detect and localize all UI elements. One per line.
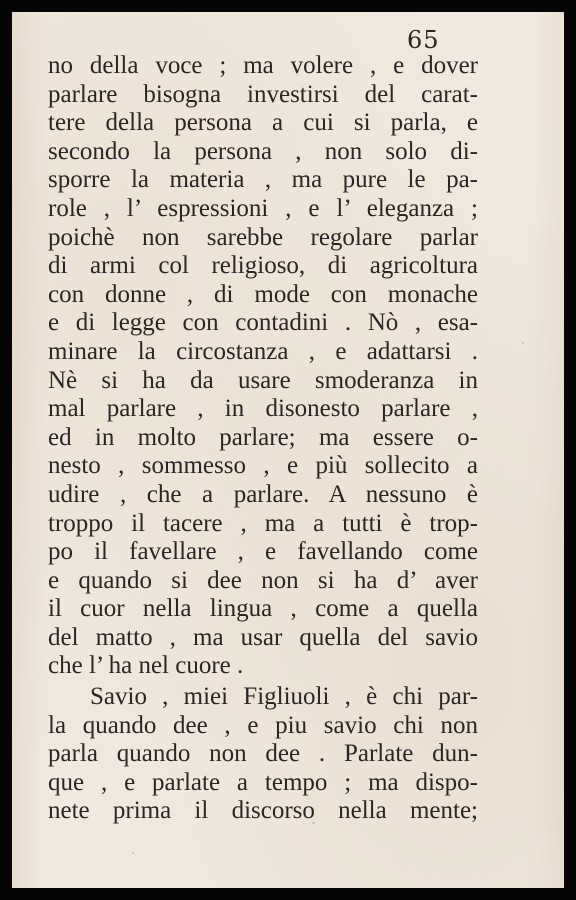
text-line: sporre la materia , ma pure le pa-: [48, 166, 478, 194]
paper-speck: [522, 342, 524, 344]
text-line: e di legge con contadini . Nò , esa-: [48, 309, 478, 337]
text-line: e quando si dee non si ha d’ aver: [48, 566, 478, 594]
text-line: ed in molto parlare; ma essere o-: [48, 423, 478, 451]
text-line: minare la circostanza , e adattarsi .: [48, 337, 478, 365]
text-line: Nè si ha da usare smoderanza in: [48, 366, 478, 394]
paragraph-start-line: Savio , miei Figliuoli , è chi par-: [90, 683, 478, 711]
body-text: [48, 52, 478, 826]
text-line: parlare bisogna investirsi del carat-: [48, 80, 478, 108]
text-line: no della voce ; ma volere , e dover: [48, 52, 478, 79]
text-line: troppo il tacere , ma a tutti è trop-: [48, 509, 478, 537]
text-line: que , e parlate a tempo ; ma dispo-: [48, 768, 478, 796]
text-line: con donne , di mode con monache: [48, 280, 478, 308]
text-line: mal parlare , in disonesto parlare ,: [48, 395, 478, 423]
book-page: [12, 12, 564, 888]
paper-speck: [132, 852, 134, 854]
text-line: udire , che a parlare. A nessuno è: [48, 480, 478, 508]
text-line: nete prima il discorso nella mente;: [48, 797, 478, 825]
text-line: di armi col religioso, di agricoltura: [48, 252, 478, 280]
text-line: poichè non sarebbe regolare parlar: [48, 223, 478, 251]
page-number: 65: [407, 26, 440, 54]
text-line: role , l’ espressioni , e l’ eleganza ;: [48, 194, 478, 222]
text-line: secondo la persona , non solo di-: [48, 137, 478, 165]
text-line: tere della persona a cui si parla, e: [48, 109, 478, 137]
text-line: nesto , sommesso , e più sollecito a: [48, 452, 478, 480]
text-line: del matto , ma usar quella del savio: [48, 623, 478, 651]
text-line: po il favellare , e favellando come: [48, 538, 478, 566]
text-line: parla quando non dee . Parlate dun-: [48, 740, 478, 768]
text-line: la quando dee , e piu savio chi non: [48, 711, 478, 739]
text-line: il cuor nella lingua , come a quella: [48, 595, 478, 623]
paragraph-end-line: che l’ ha nel cuore .: [48, 652, 244, 680]
